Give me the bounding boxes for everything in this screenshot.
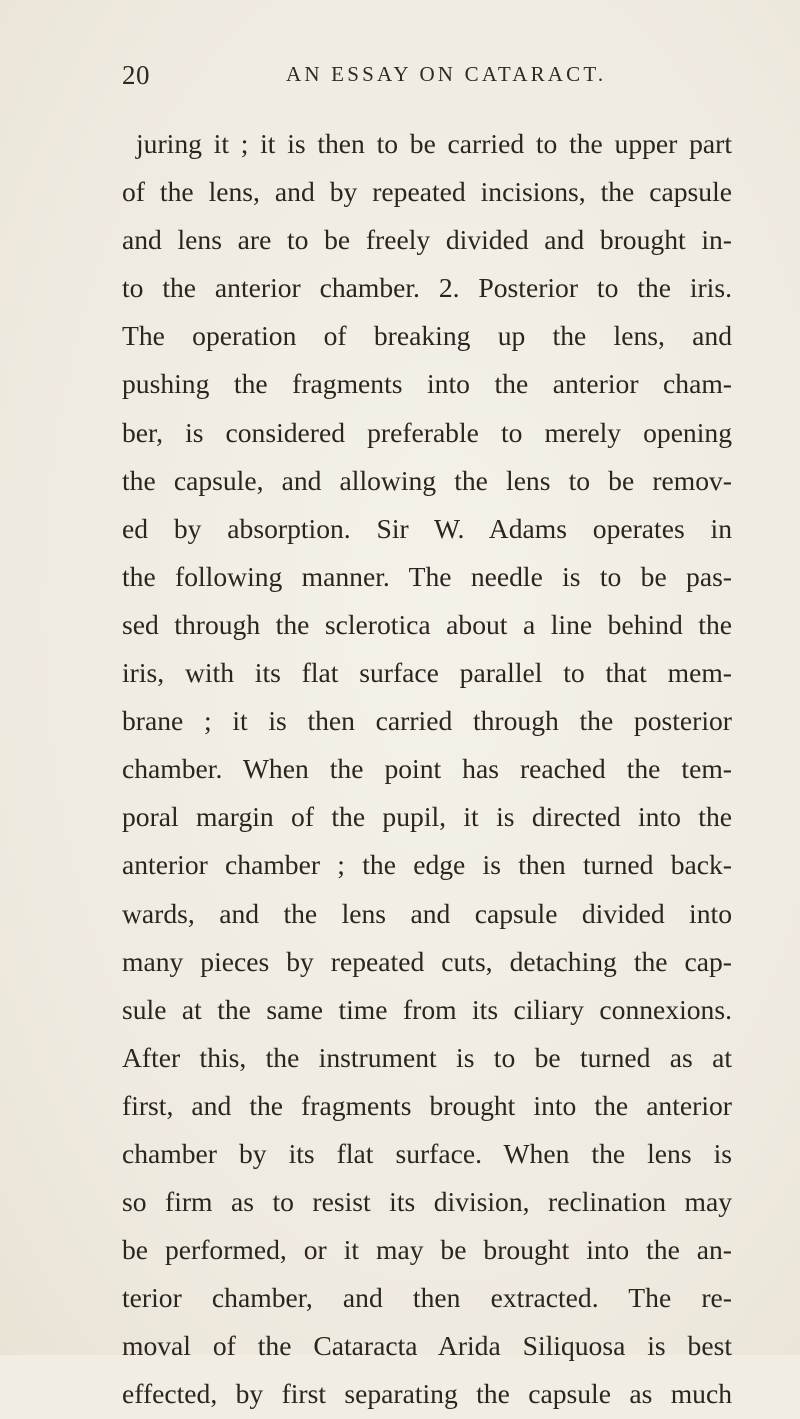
running-title: AN ESSAY ON CATARACT. <box>286 62 607 86</box>
text-line: juring it ; it is then to be carried to the upper part <box>136 128 732 159</box>
text-line: many pieces by repeated cuts, detaching the cap- <box>122 945 732 977</box>
running-head <box>0 60 800 94</box>
text-line: chamber by its flat surface. When the lens is <box>122 1137 732 1169</box>
text-line: the capsule, and allowing the lens to be remov- <box>122 464 732 496</box>
text-line: first, and the fragments brought into the anterior <box>122 1089 732 1121</box>
text-line: poral margin of the pupil, it is directed into the <box>122 801 732 833</box>
body-text <box>122 120 732 1419</box>
text-line: After this, the instrument is to be turned as at <box>122 1041 732 1073</box>
text-line: iris, with its flat surface parallel to that mem- <box>122 657 732 689</box>
text-line: moval of the Cataracta Arida Siliquosa is best <box>122 1330 732 1362</box>
text-line: so firm as to resist its division, reclination may <box>122 1186 732 1218</box>
text-line: anterior chamber ; the edge is then turned back- <box>122 849 732 881</box>
text-line: ber, is considered preferable to merely opening <box>122 416 732 448</box>
text-line: and lens are to be freely divided and brought in- <box>122 224 732 256</box>
text-line: effected, by first separating the capsule as much <box>122 1378 732 1410</box>
text-line: ed by absorption. Sir W. Adams operates in <box>122 512 732 544</box>
text-line: terior chamber, and then extracted. The re- <box>122 1282 732 1314</box>
text-line: the following manner. The needle is to be pas- <box>122 560 732 592</box>
text-line: of the lens, and by repeated incisions, the capsule <box>122 176 732 208</box>
text-line: be performed, or it may be brought into the an- <box>122 1234 732 1266</box>
text-line: wards, and the lens and capsule divided into <box>122 897 732 929</box>
text-line: The operation of breaking up the lens, and <box>122 320 732 352</box>
text-line: pushing the fragments into the anterior cham- <box>122 368 732 400</box>
text-line: sed through the sclerotica about a line behind the <box>122 608 732 640</box>
text-line: chamber. When the point has reached the tem- <box>122 753 732 785</box>
text-line: sule at the same time from its ciliary connexions. <box>122 993 732 1025</box>
text-line: to the anterior chamber. 2. Posterior to the iris. <box>122 272 732 304</box>
text-line: brane ; it is then carried through the posterior <box>122 705 732 737</box>
page-number: 20 <box>122 60 150 90</box>
